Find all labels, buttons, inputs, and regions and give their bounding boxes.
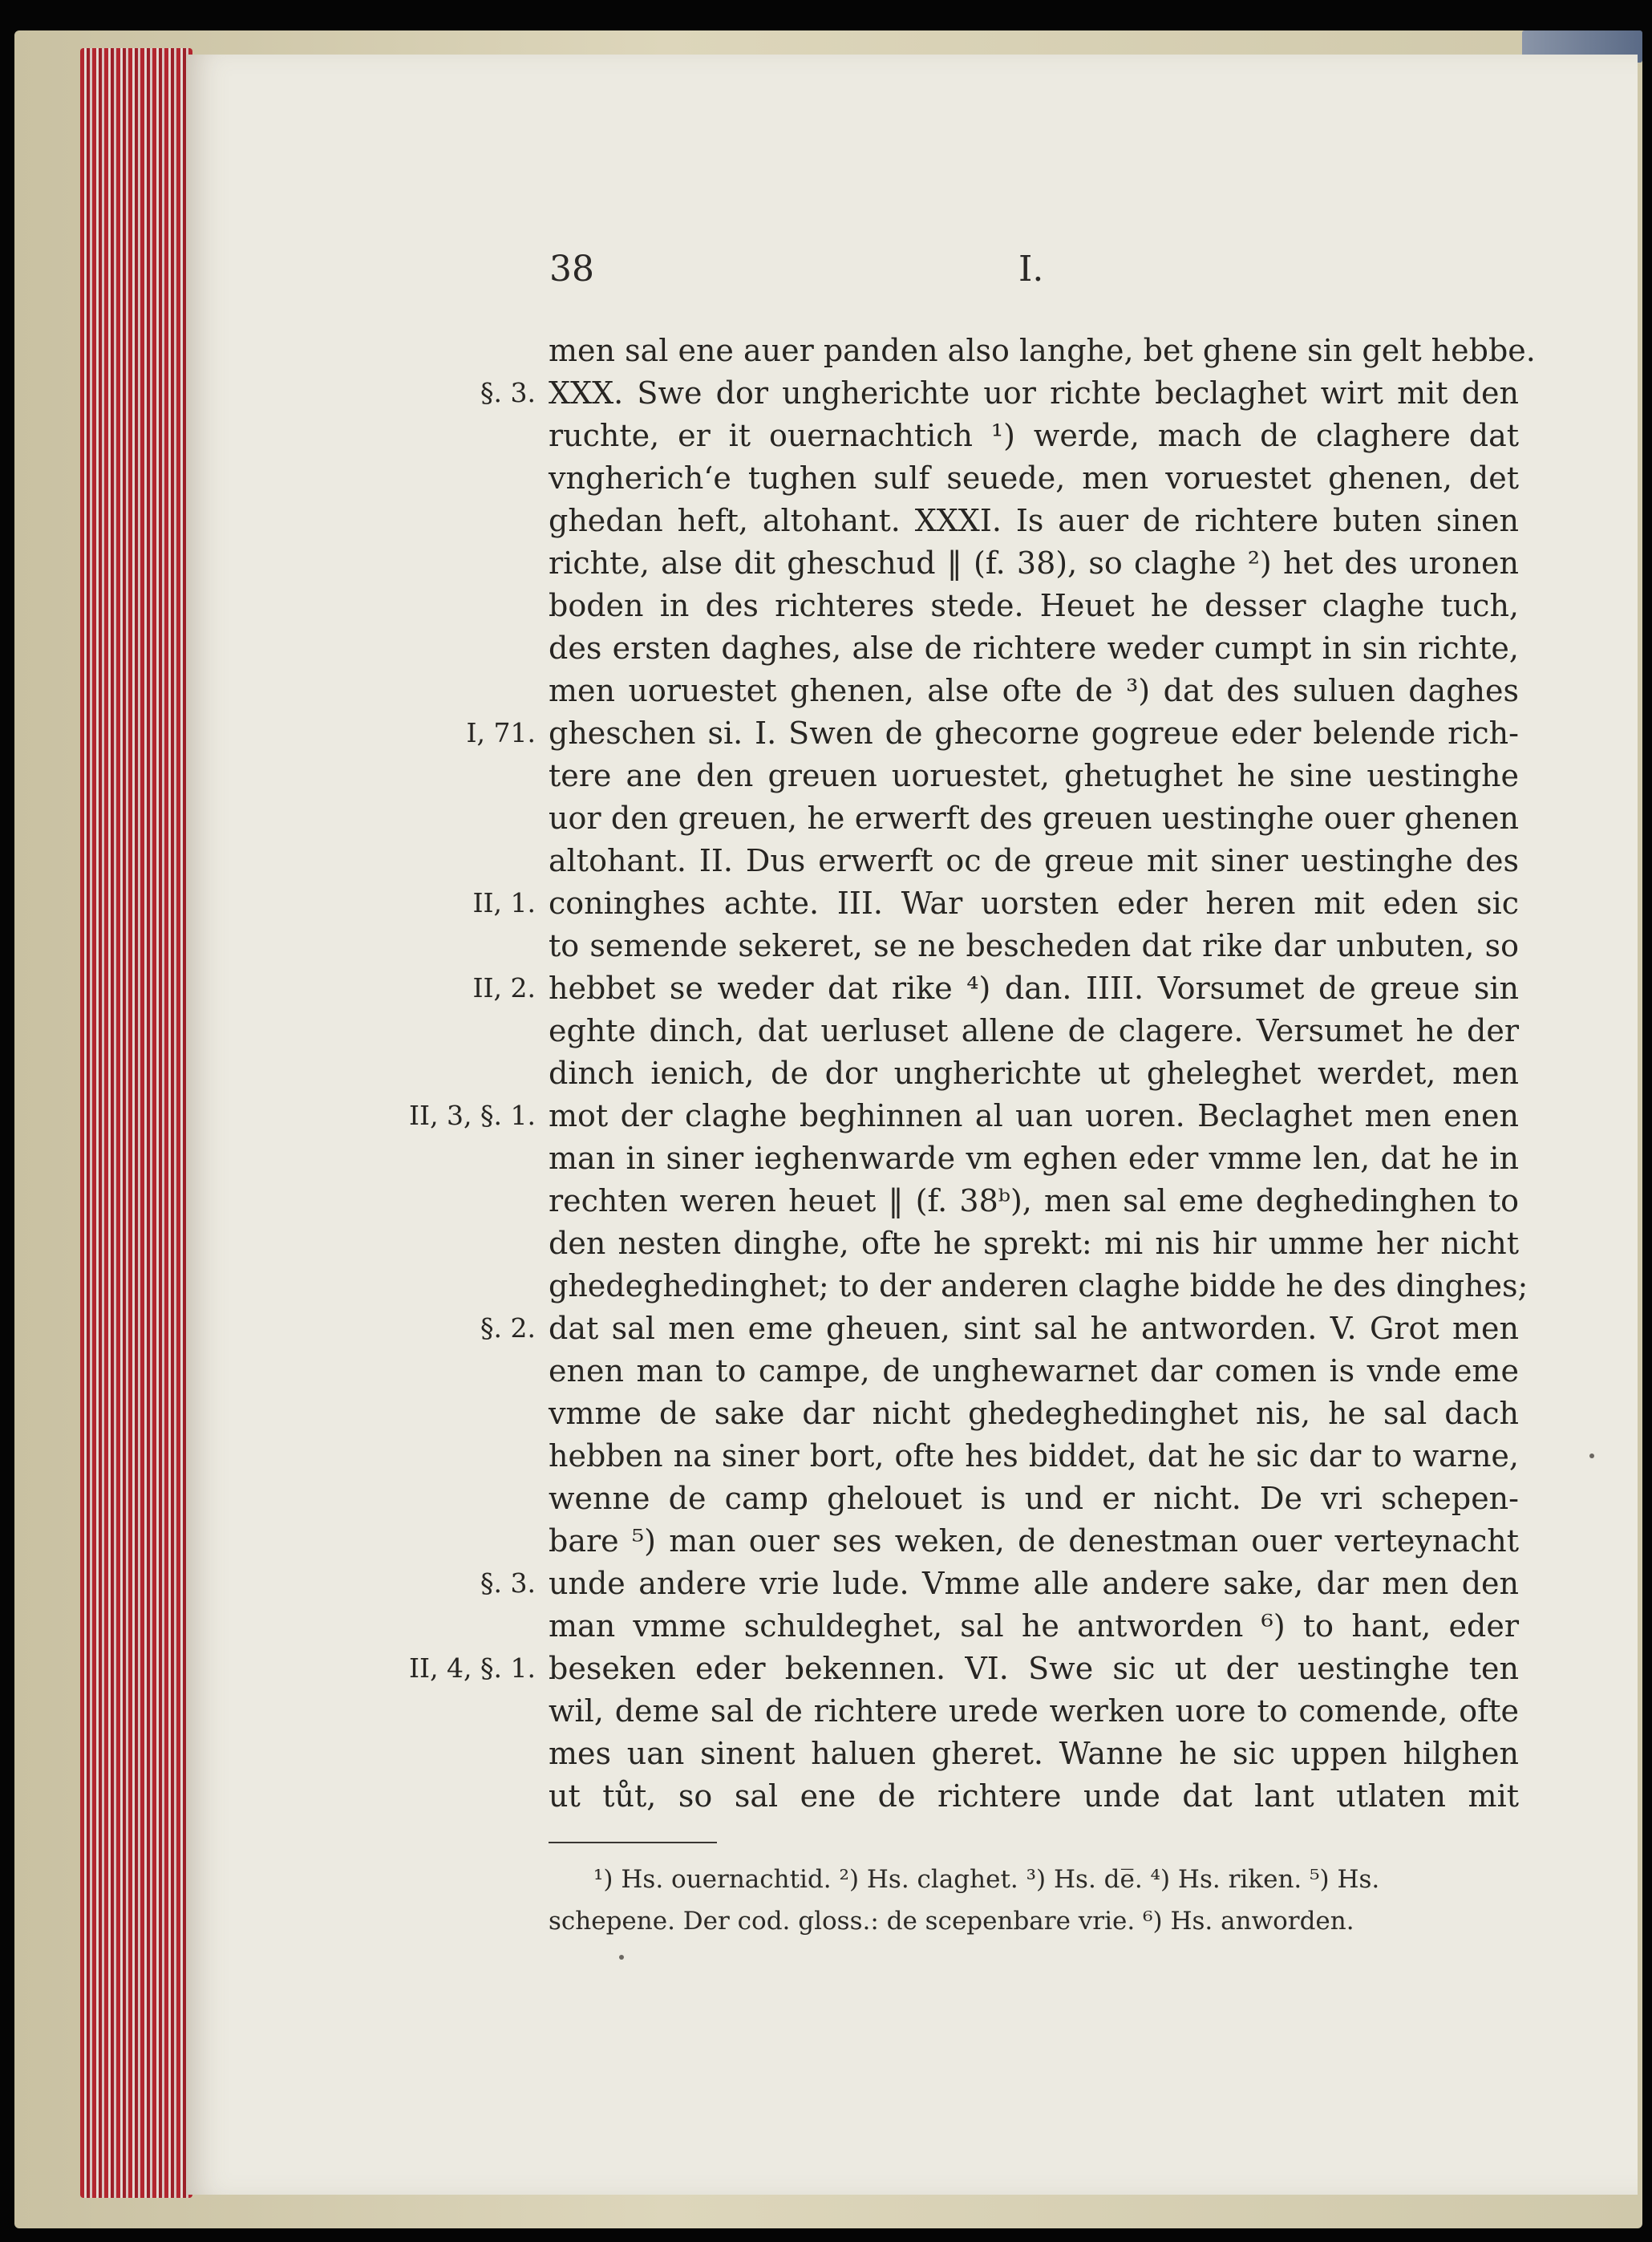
text-line: des ersten daghes, alse de richtere weder cumpt in sin richte, (549, 630, 1519, 666)
chapter-heading: I. (1018, 249, 1044, 290)
margin-note: II, 4, §. 1. (409, 1652, 536, 1684)
text-line: to semende sekeret, se ne bescheden dat rike dar unbuten, so (549, 928, 1519, 963)
text-line: dat sal men eme gheuen, sint sal he antworden. V. Grot men (549, 1311, 1519, 1346)
text-line: rechten weren heuet ‖ (f. 38ᵇ), men sal eme deghedinghen to (549, 1183, 1519, 1218)
text-line: dinch ienich, de dor ungherichte ut gheleghet werdet, men (549, 1056, 1519, 1091)
text-line: enen man to campe, de unghewarnet dar comen is vnde eme (549, 1353, 1519, 1389)
margin-note: II, 3, §. 1. (409, 1100, 536, 1131)
text-line: eghte dinch, dat uerluset allene de clagere. Versumet he der (549, 1013, 1519, 1048)
margin-note: I, 71. (466, 717, 536, 748)
margin-note: II, 1. (472, 887, 536, 918)
text-line: ghedeghedinghet; to der anderen claghe bidde he des dinghes; (549, 1268, 1529, 1303)
running-header (549, 249, 1047, 297)
text-line: XXX. Swe dor ungherichte uor richte beclaghet wirt mit den (549, 375, 1519, 411)
footnote-rule (549, 1842, 717, 1843)
text-line: wenne de camp ghelouet is und er nicht. De vri schepen- (549, 1481, 1519, 1516)
text-line: richte, alse dit gheschud ‖ (f. 38), so claghe ²) het des uronen (549, 545, 1519, 581)
margin-note: II, 2. (472, 972, 536, 1003)
text-line: ghedan heft, altohant. XXXI. Is auer de richtere buten sinen (549, 503, 1519, 538)
paper-speck (619, 1955, 624, 1960)
text-line: ruchte, er it ouernachtich ¹) werde, mach de claghere dat (549, 418, 1519, 453)
paper-speck (1589, 1453, 1594, 1458)
text-line: gheschen si. I. Swen de ghecorne gogreue eder belende rich- (549, 716, 1519, 751)
text-line: hebbet se weder dat rike ⁴) dan. IIII. Vorsumet de greue sin (549, 971, 1519, 1006)
text-line: boden in des richteres stede. Heuet he desser claghe tuch, (549, 588, 1519, 623)
text-line: coninghes achte. III. War uorsten eder heren mit eden sic (549, 886, 1519, 921)
margin-note: §. 3. (480, 377, 536, 408)
footnote-line: schepene. Der cod. gloss.: de scepenbare vrie. ⁶) Hs. anworden. (549, 1907, 1354, 1936)
text-line: mot der claghe beghinnen al uan uoren. Beclaghet men enen (549, 1098, 1519, 1133)
text-line: den nesten dinghe, ofte he sprekt: mi nis hir umme her nicht (549, 1226, 1519, 1261)
text-line: beseken eder bekennen. VI. Swe sic ut der uestinghe ten (549, 1651, 1519, 1686)
text-line: hebben na siner bort, ofte hes biddet, dat he sic dar to warne, (549, 1438, 1519, 1474)
text-line: tere ane den greuen uoruestet, ghetughet he sine uestinghe (549, 758, 1519, 793)
page-number: 38 (549, 249, 594, 290)
margin-note: §. 2. (480, 1312, 536, 1344)
text-line: wil, deme sal de richtere urede werken uore to comende, ofte (549, 1693, 1519, 1729)
text-line: bare ⁵) man ouer ses weken, de denestman ouer verteynacht (549, 1523, 1519, 1559)
margin-note: §. 3. (480, 1567, 536, 1599)
text-line: men sal ene auer panden also langhe, bet ghene sin gelt hebbe. (549, 333, 1536, 368)
text-line: men uoruestet ghenen, alse ofte de ³) dat des suluen daghes (549, 673, 1519, 708)
footnote-line: ¹) Hs. ouernachtid. ²) Hs. claghet. ³) Hs. de̅. ⁴) Hs. riken. ⁵) Hs. (593, 1865, 1380, 1894)
text-line: mes uan sinent haluen gheret. Wanne he sic uppen hilghen (549, 1736, 1519, 1771)
text-line: vngherich‘e tughen sulf seuede, men voruestet ghenen, det (549, 460, 1519, 496)
text-line: ut tůt, so sal ene de richtere unde dat lant utlaten mit (549, 1778, 1519, 1814)
text-line: unde andere vrie lude. Vmme alle andere sake, dar men den (549, 1566, 1519, 1601)
text-line: man vmme schuldeghet, sal he antworden ⁶) to hant, eder (549, 1608, 1519, 1644)
text-line: man in siner ieghenwarde vm eghen eder vmme len, dat he in (549, 1141, 1519, 1176)
text-line: altohant. II. Dus erwerft oc de greue mit siner uestinghe des (549, 843, 1519, 878)
page-edges (80, 48, 192, 2198)
text-line: uor den greuen, he erwerft des greuen uestinghe ouer ghenen (549, 801, 1519, 836)
text-line: vmme de sake dar nicht ghedeghedinghet nis, he sal dach (549, 1396, 1519, 1431)
